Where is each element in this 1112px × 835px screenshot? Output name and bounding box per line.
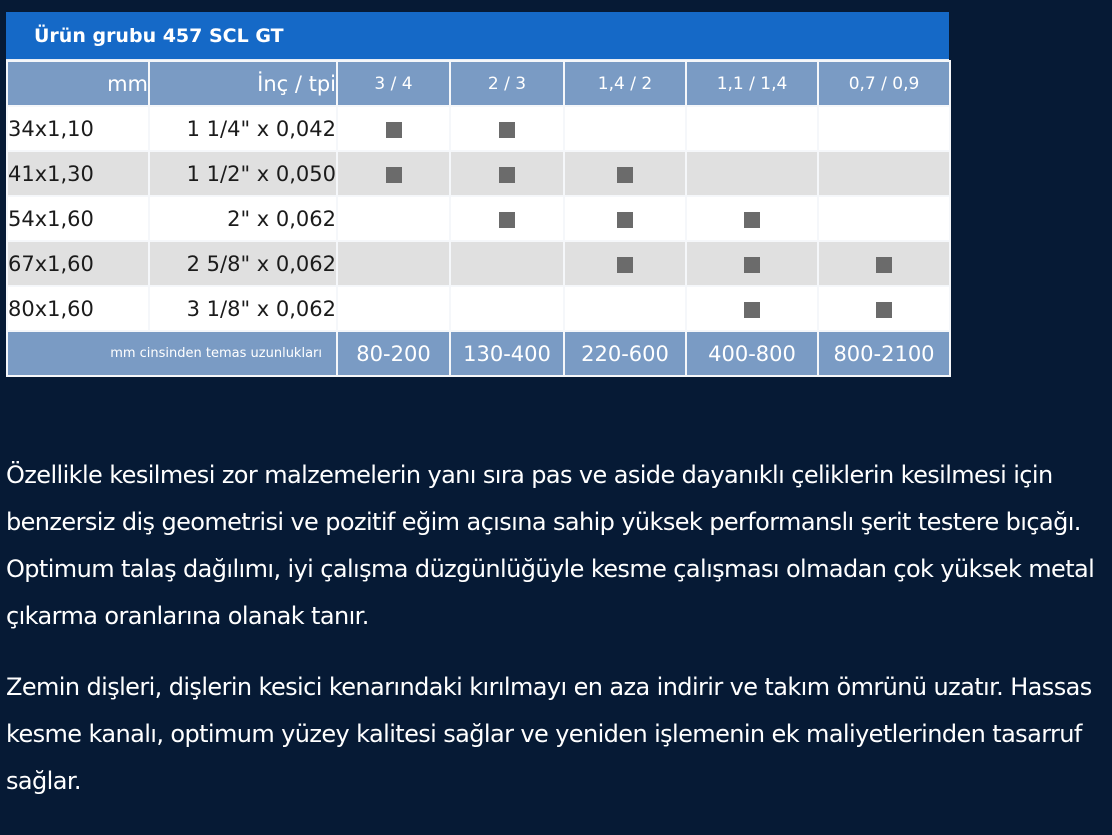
contact-range-4: 400-800	[686, 331, 818, 376]
table-footer-row	[7, 331, 950, 376]
header-tpi-1: 3 / 4	[337, 61, 450, 106]
cell-tpi-4	[686, 241, 818, 286]
cell-tpi-3	[564, 151, 686, 196]
availability-marker-icon	[499, 167, 515, 183]
header-inch-tpi: İnç / tpi	[149, 61, 337, 106]
availability-marker-icon	[744, 212, 760, 228]
cell-tpi-2	[450, 286, 564, 331]
cell-tpi-3	[564, 286, 686, 331]
cell-tpi-1	[337, 241, 450, 286]
availability-marker-icon	[617, 212, 633, 228]
availability-marker-icon	[386, 122, 402, 138]
header-mm: mm	[7, 61, 149, 106]
header-tpi-4: 1,1 / 1,4	[686, 61, 818, 106]
availability-marker-icon	[617, 167, 633, 183]
availability-marker-icon	[744, 257, 760, 273]
table-row	[7, 151, 950, 196]
contact-length-label: mm cinsinden temas uzunlukları	[7, 331, 337, 376]
header-tpi-5: 0,7 / 0,9	[818, 61, 950, 106]
contact-range-5: 800-2100	[818, 331, 950, 376]
cell-mm: 67x1,60	[7, 241, 149, 286]
availability-marker-icon	[617, 257, 633, 273]
product-description	[6, 452, 1106, 829]
cell-tpi-3	[564, 196, 686, 241]
cell-mm: 41x1,30	[7, 151, 149, 196]
product-spec-table-container	[6, 12, 949, 377]
table-body	[7, 106, 950, 331]
availability-marker-icon	[876, 257, 892, 273]
cell-tpi-5	[818, 241, 950, 286]
availability-marker-icon	[499, 212, 515, 228]
availability-marker-icon	[499, 122, 515, 138]
table-title: Ürün grubu 457 SCL GT	[6, 12, 949, 60]
cell-tpi-1	[337, 151, 450, 196]
cell-tpi-5	[818, 196, 950, 241]
table-row	[7, 286, 950, 331]
cell-inch: 2 5/8" x 0,062	[149, 241, 337, 286]
cell-tpi-4	[686, 106, 818, 151]
cell-inch: 1 1/4" x 0,042	[149, 106, 337, 151]
contact-range-2: 130-400	[450, 331, 564, 376]
spec-table	[6, 60, 951, 377]
cell-tpi-2	[450, 106, 564, 151]
availability-marker-icon	[876, 302, 892, 318]
table-row	[7, 196, 950, 241]
table-header-row	[7, 61, 950, 106]
cell-tpi-1	[337, 286, 450, 331]
cell-inch: 3 1/8" x 0,062	[149, 286, 337, 331]
header-tpi-2: 2 / 3	[450, 61, 564, 106]
availability-marker-icon	[744, 302, 760, 318]
contact-range-3: 220-600	[564, 331, 686, 376]
cell-mm: 54x1,60	[7, 196, 149, 241]
cell-tpi-4	[686, 196, 818, 241]
cell-tpi-5	[818, 286, 950, 331]
cell-tpi-5	[818, 106, 950, 151]
cell-inch: 1 1/2" x 0,050	[149, 151, 337, 196]
table-row	[7, 241, 950, 286]
cell-tpi-3	[564, 241, 686, 286]
cell-tpi-2	[450, 241, 564, 286]
cell-inch: 2" x 0,062	[149, 196, 337, 241]
cell-tpi-4	[686, 286, 818, 331]
header-tpi-3: 1,4 / 2	[564, 61, 686, 106]
cell-tpi-1	[337, 196, 450, 241]
table-row	[7, 106, 950, 151]
cell-mm: 34x1,10	[7, 106, 149, 151]
description-paragraph-2: Zemin dişleri, dişlerin kesici kenarındaki kırılmayı en aza indirir ve takım ömrünü uzatır. Hassas kesme kanalı, optimum yüzey kalitesi sağlar ve yeniden işlemenin ek maliyetlerinden tasarruf sağlar.	[6, 673, 1092, 795]
cell-tpi-3	[564, 106, 686, 151]
description-paragraph-1: Özellikle kesilmesi zor malzemelerin yanı sıra pas ve aside dayanıklı çeliklerin kesilmesi için benzersiz diş geometrisi ve pozitif eğim açısına sahip yüksek performanslı şerit testere bıçağı. Optimum talaş dağılımı, iyi çalışma düzgünlüğüyle kesme çalışması olmadan çok yüksek metal çıkarma oranlarına olanak tanır.	[6, 461, 1095, 630]
cell-tpi-2	[450, 151, 564, 196]
cell-mm: 80x1,60	[7, 286, 149, 331]
cell-tpi-2	[450, 196, 564, 241]
cell-tpi-5	[818, 151, 950, 196]
availability-marker-icon	[386, 167, 402, 183]
cell-tpi-1	[337, 106, 450, 151]
cell-tpi-4	[686, 151, 818, 196]
contact-range-1: 80-200	[337, 331, 450, 376]
